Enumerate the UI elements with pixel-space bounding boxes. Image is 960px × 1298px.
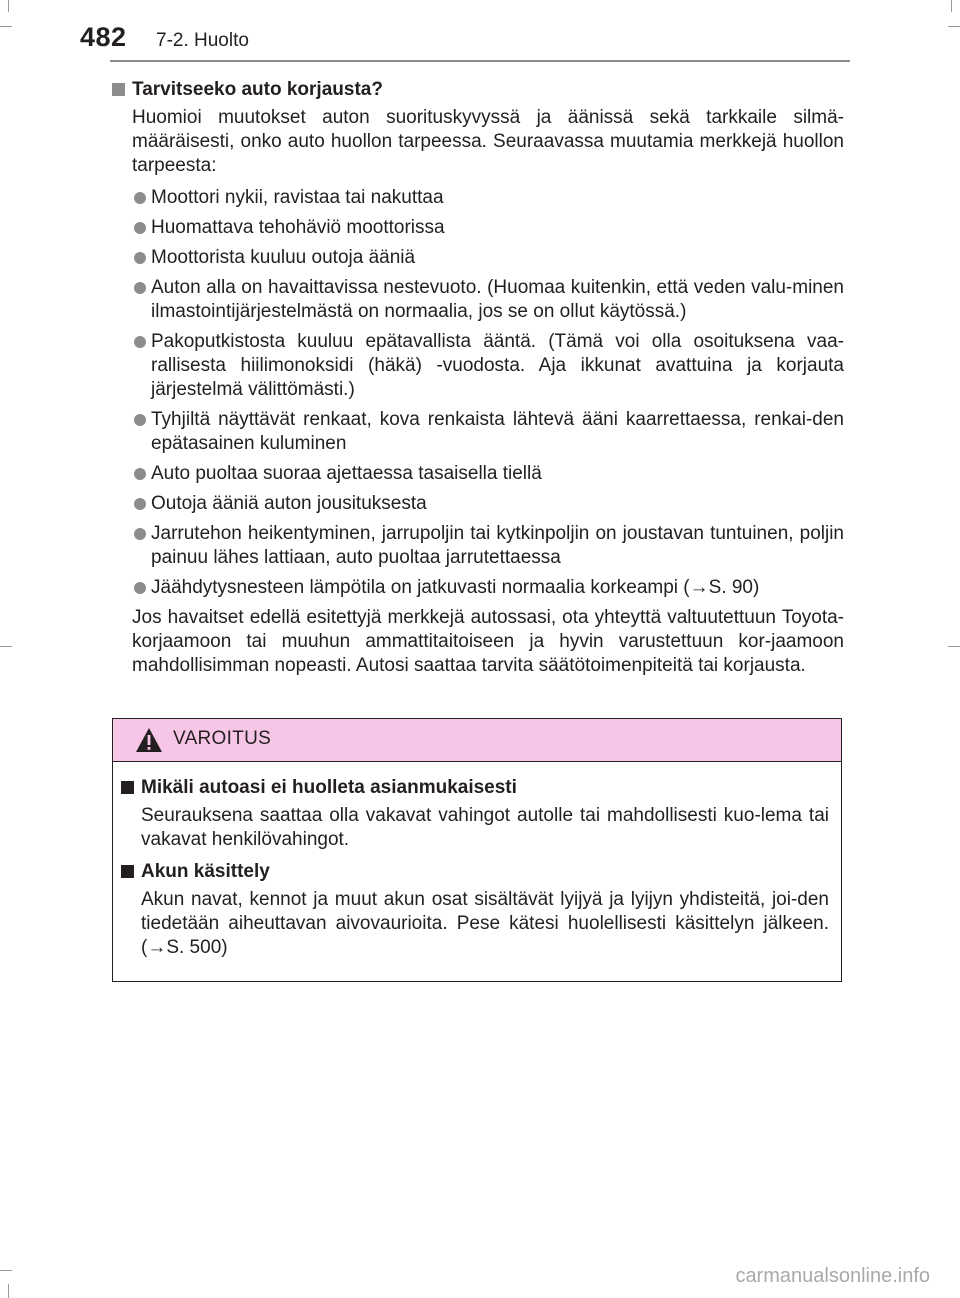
- list-item-text: Moottorista kuuluu outoja ääniä: [151, 247, 416, 268]
- warning-title: VAROITUS: [173, 728, 272, 749]
- warning-box: [112, 718, 842, 982]
- crop-mark: [0, 1270, 12, 1271]
- list-item: [112, 186, 844, 210]
- square-bullet-icon: [112, 83, 125, 96]
- circle-bullet-icon: [134, 282, 146, 294]
- warning-header: [113, 719, 841, 762]
- list-item-text: Jarrutehon heikentyminen, jarrupoljin tai kytkinpoljin on joustavan tuntuinen, poljin painuu lähes lattiaan, auto puoltaa jarrutettaessa: [151, 523, 844, 568]
- list-item-text: Pakoputkistosta kuuluu epätavallista ääntä. (Tämä voi olla osoituksena vaa-rallisesta hiilimonoksidi (häkä) -vuodosta. Aja ikkunat avattuina ja korjauta järjestelmä välittömästi.): [151, 331, 844, 400]
- symptom-list: [112, 186, 844, 600]
- warning-section: [121, 860, 829, 960]
- list-item: [112, 246, 844, 270]
- heading-text: Tarvitseeko auto korjausta?: [132, 79, 383, 100]
- warning-section-heading: [121, 860, 829, 884]
- list-item: [112, 408, 844, 456]
- circle-bullet-icon: [134, 252, 146, 264]
- warning-heading-text: Akun käsittely: [141, 861, 270, 882]
- warning-section: [121, 776, 829, 852]
- circle-bullet-icon: [134, 528, 146, 540]
- circle-bullet-icon: [134, 468, 146, 480]
- square-bullet-icon: [121, 865, 134, 878]
- list-item-text: Outoja ääniä auton jousituksesta: [151, 493, 427, 514]
- warning-heading-text: Mikäli autoasi ei huolleta asianmukaisesti: [141, 777, 517, 798]
- list-item: [112, 276, 844, 324]
- circle-bullet-icon: [134, 414, 146, 426]
- crop-mark: [8, 1284, 9, 1298]
- list-item-text: Auton alla on havaittavissa nestevuoto. (Huomaa kuitenkin, että veden valu-minen ilmastointijärjestelmästä on normaalia, jos se on ollut käytössä.): [151, 277, 844, 322]
- list-item: [112, 330, 844, 402]
- list-item-text: Auto puoltaa suoraa ajettaessa tasaisella tiellä: [151, 463, 542, 484]
- crop-mark: [0, 646, 12, 647]
- list-item: [112, 576, 844, 600]
- warning-body: [113, 762, 841, 960]
- intro-paragraph: Huomioi muutokset auton suorituskyvyssä ja äänissä sekä tarkkaile silmä-määräisesti, onko auto huollon tarpeessa. Seuraavassa muutamia merkkejä huollon tarpeesta:: [132, 107, 844, 176]
- watermark: carmanualsonline.info: [735, 1265, 930, 1287]
- circle-bullet-icon: [134, 498, 146, 510]
- list-item-text: Huomattava tehohäviö moottorissa: [151, 217, 445, 238]
- list-item: [112, 462, 844, 486]
- page-number: 482: [80, 22, 127, 52]
- circle-bullet-icon: [134, 336, 146, 348]
- list-item-text: Tyhjiltä näyttävät renkaat, kova renkaista lähtevä ääni kaarrettaessa, renkai-den epätasainen kuluminen: [151, 409, 844, 454]
- section-title: 7-2. Huolto: [156, 30, 249, 51]
- circle-bullet-icon: [134, 192, 146, 204]
- section-heading: [112, 78, 844, 102]
- header-divider: [110, 60, 850, 62]
- circle-bullet-icon: [134, 582, 146, 594]
- warning-section-text: Akun navat, kennot ja muut akun osat sisältävät lyijyä ja lyijyn yhdisteitä, joi-den tiedetään aiheuttavan aivovaurioita. Pese kätesi huolellisesti käsittelyn jälkeen. (→S. 500): [141, 889, 829, 958]
- page-header: [0, 0, 960, 62]
- list-item-text: Jäähdytysnesteen lämpötila on jatkuvasti normaalia korkeampi (→S. 90): [151, 577, 760, 598]
- circle-bullet-icon: [134, 222, 146, 234]
- square-bullet-icon: [121, 781, 134, 794]
- main-content: [112, 78, 844, 678]
- warning-triangle-icon: [135, 727, 163, 753]
- list-item: [112, 492, 844, 516]
- warning-section-text: Seurauksena saattaa olla vakavat vahingot autolle tai mahdollisesti kuo-lema tai vakavat henkilövahingot.: [141, 805, 829, 850]
- warning-section-heading: [121, 776, 829, 800]
- list-item: [112, 216, 844, 240]
- crop-mark: [948, 646, 960, 647]
- list-item-text: Moottori nykii, ravistaa tai nakuttaa: [151, 187, 444, 208]
- closing-paragraph: Jos havaitset edellä esitettyjä merkkejä autossasi, ota yhteyttä valtuutettuun Toyota-korjaamoon tai muuhun ammattitaitoiseen ja hyvin varustettuun kor-jaamoon mahdollisimman nopeasti. Autosi saattaa tarvita säätötoimenpiteitä tai korjausta.: [132, 607, 844, 676]
- list-item: [112, 522, 844, 570]
